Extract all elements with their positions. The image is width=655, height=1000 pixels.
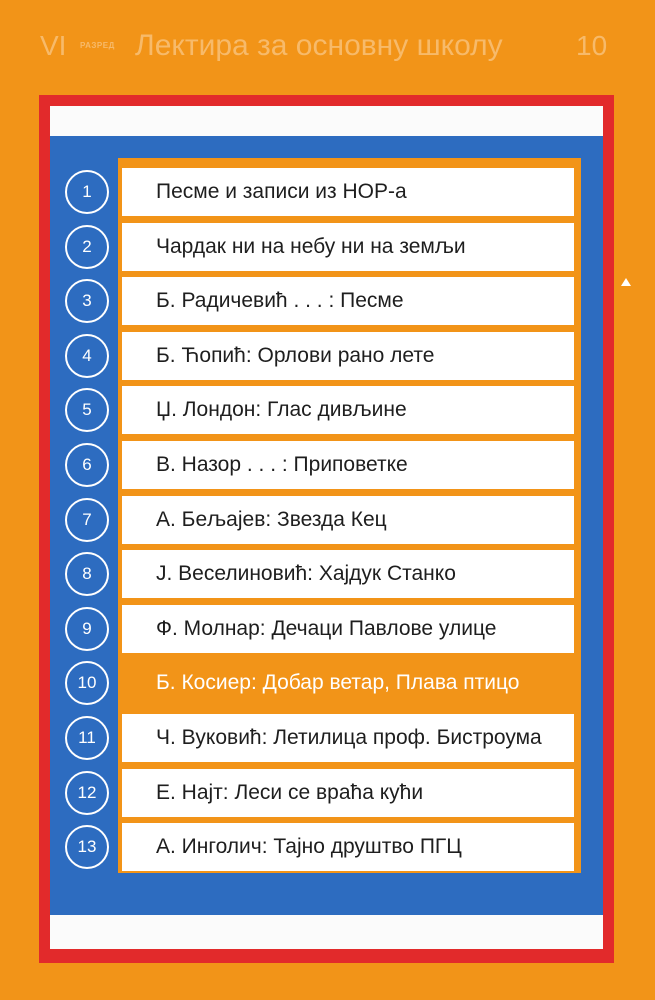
badge-number: 11 bbox=[78, 728, 96, 747]
book-title: А. Бељајев: Звезда Кец bbox=[156, 507, 387, 531]
badge-number: 4 bbox=[82, 345, 92, 365]
grade-word: РАЗРЕД bbox=[80, 41, 115, 50]
book-title: А. Инголич: Тајно друштво ПГЦ bbox=[156, 835, 462, 859]
page-number: 10 bbox=[576, 30, 608, 61]
badge-number: 6 bbox=[82, 455, 92, 474]
book-title: Б. Косиер: Добар ветар, Плава птицо bbox=[156, 671, 520, 695]
book-row bbox=[122, 168, 574, 216]
badge-number: 12 bbox=[77, 782, 97, 802]
book-row bbox=[122, 659, 574, 707]
number-badge bbox=[65, 498, 109, 542]
book-title: Е. Најт: Леси се враћа кући bbox=[156, 780, 424, 804]
number-badge bbox=[65, 552, 109, 596]
number-badge bbox=[65, 334, 109, 378]
frame-red-bottom-band bbox=[39, 949, 614, 963]
triangle-mark-icon bbox=[621, 278, 631, 286]
book-title: В. Назор . . . : Приповетке bbox=[156, 453, 408, 476]
badge-number: 7 bbox=[82, 509, 92, 529]
book-row bbox=[122, 496, 574, 544]
book-list bbox=[118, 158, 581, 873]
page-header bbox=[0, 0, 655, 90]
book-title: Ф. Молнар: Дечаци Павлове улице bbox=[156, 616, 497, 640]
book-row bbox=[122, 386, 574, 434]
number-badge bbox=[65, 443, 109, 487]
badge-number: 13 bbox=[77, 837, 97, 857]
number-badge bbox=[65, 607, 109, 651]
badge-number: 1 bbox=[82, 182, 92, 201]
badge-number: 5 bbox=[82, 400, 92, 420]
number-badge bbox=[65, 170, 109, 214]
book-title: Б. Ћопић: Орлови рано лете bbox=[156, 343, 435, 367]
number-badge bbox=[65, 825, 109, 869]
book-row bbox=[122, 332, 574, 380]
book-row bbox=[122, 769, 574, 817]
book-title: Ч. Вуковић: Летилица проф. Бистроума bbox=[156, 726, 542, 749]
badge-number: 8 bbox=[82, 564, 92, 584]
book-row bbox=[122, 441, 574, 489]
grade-number: VI bbox=[40, 30, 67, 61]
number-badge bbox=[65, 279, 109, 323]
book-row bbox=[122, 550, 574, 598]
number-badge bbox=[65, 716, 109, 760]
badge-number: 2 bbox=[82, 236, 92, 256]
book-title: Б. Радичевић . . . : Песме bbox=[156, 289, 404, 313]
book-row bbox=[122, 714, 574, 762]
number-badge bbox=[65, 771, 109, 815]
badge-number: 3 bbox=[82, 291, 92, 311]
book-title: Песме и записи из НОР-а bbox=[156, 180, 407, 203]
book-row bbox=[122, 823, 574, 871]
book-row bbox=[122, 277, 574, 325]
badge-number: 9 bbox=[82, 618, 92, 638]
book-title: Чардак ни на небу ни на земљи bbox=[156, 234, 466, 258]
book-row bbox=[122, 223, 574, 271]
book-title: Џ. Лондон: Глас дивљине bbox=[156, 398, 407, 422]
badge-number: 10 bbox=[77, 673, 97, 693]
book-row bbox=[122, 605, 574, 653]
book-title: Ј. Веселиновић: Хајдук Станко bbox=[156, 562, 456, 586]
page-title: Лектира за основну школу bbox=[135, 29, 503, 62]
number-badge bbox=[65, 225, 109, 269]
frame-white-bottom-band bbox=[50, 925, 603, 949]
